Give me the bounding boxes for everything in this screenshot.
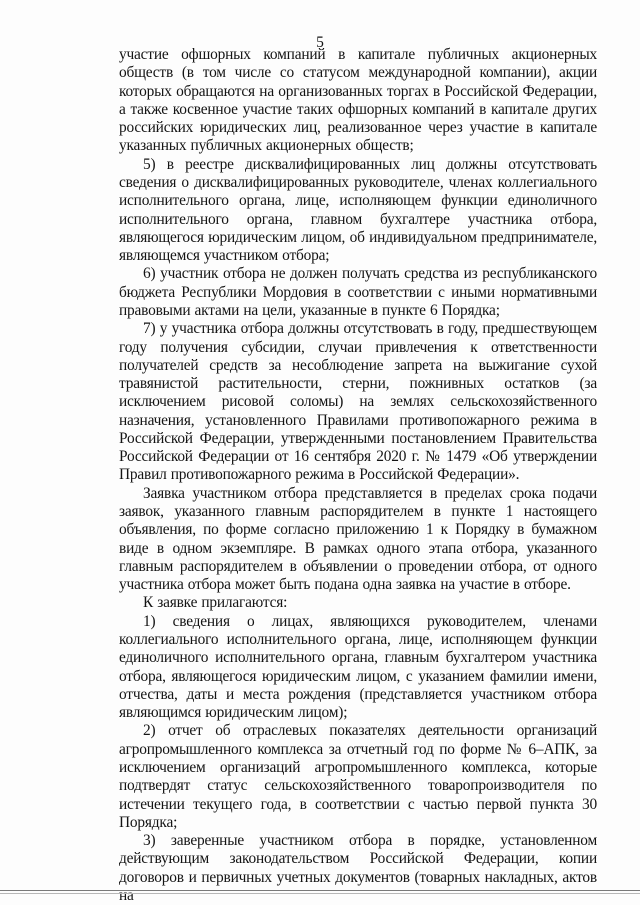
paragraph-attachment-1: 1) сведения о лицах, являющихся руководителем, членами коллегиального исполнительного органа, лице, исполняющем функции единоличного исполнительного органа, главным бухгалтером участника отбора, являющегося юридическим лицом, с указанием фамилии имени, отчества, даты и места рождения (представляется участником отбора являющимся юридическим лицом); <box>119 612 597 722</box>
paragraph-attachments-heading: К заявке прилагаются: <box>143 594 288 612</box>
paragraph-offshore-participation: участие офшорных компаний в капитале публичных акционерных обществ (в том числе со статусом международной компании), акции которых обращаются на организованных торгах в Российской Федерации, а также косвенное участие таких офшорных компаний в капитале других российских юридических лиц, реализованное через участие в капитале указанных публичных акционерных обществ; <box>119 46 597 155</box>
paragraph-item-7-fire-safety: 7) у участника отбора должны отсутствовать в году, предшествующем году получения субсидии, случаи привлечения к ответственности получателей средств за несоблюдение запрета на выжигание сухой травянистой растительности, стерни, пожнивных остатков (за исключением рисовой соломы) на землях сельскохозяйственного назначения, установленного Правилами противопожарного режима в Российской Федерации, утвержденными постановлением Правительства Российской Федерации от 16 сентября 2020 г. № 1479 «Об утверждении Правил противопожарного режима в Российской Федерации». <box>119 320 597 484</box>
body-text <box>119 46 597 905</box>
footer-rule <box>0 890 640 891</box>
footer-rule-secondary <box>0 893 640 894</box>
paragraph-item-6-budget-funds: 6) участник отбора не должен получать средства из республиканского бюджета Республики Мордовия в соответствии с иными нормативными правовыми актами на цели, указанные в пункте 6 Порядка; <box>119 265 597 319</box>
page-number: 5 <box>316 34 324 51</box>
paragraph-application-submission: Заявка участником отбора представляется в пределах срока подачи заявок, указанного главным распорядителем в пункте 1 настоящего объявления, по форме согласно приложению 1 к Порядку в бумажном виде в одном экземпляре. В рамках одного этапа отбора, указанного главным распорядителем в объявлении о проведении отбора, от одного участника отбора может быть подана одна заявка на участие в отборе. <box>119 484 597 594</box>
paragraph-attachment-2: 2) отчет об отраслевых показателях деятельности организаций агропромышленного комплекса за отчетный год по форме № 6–АПК, за исключением организаций агропромышленного комплекса, которые подтвердят статус сельскохозяйственного товаропроизводителя по истечении текущего года, в соответствии с частью первой пункта 30 Порядка; <box>119 722 597 831</box>
paragraph-item-5-disqualified-registry: 5) в реестре дисквалифицированных лиц должны отсутствовать сведения о дисквалифицированных руководителе, членах коллегиального исполнительного органа, лице, исполняющем функции единоличного исполнительного органа, главном бухгалтере участника отбора, являющегося юридическим лицом, об индивидуальном предпринимателе, являющемся участником отбора; <box>119 155 597 265</box>
paragraph-attachment-3: 3) заверенные участником отбора в порядке, установленном действующим законодательством Российской Федерации, копии договоров и первичных учетных документов (товарных накладных, актов на <box>119 832 597 904</box>
